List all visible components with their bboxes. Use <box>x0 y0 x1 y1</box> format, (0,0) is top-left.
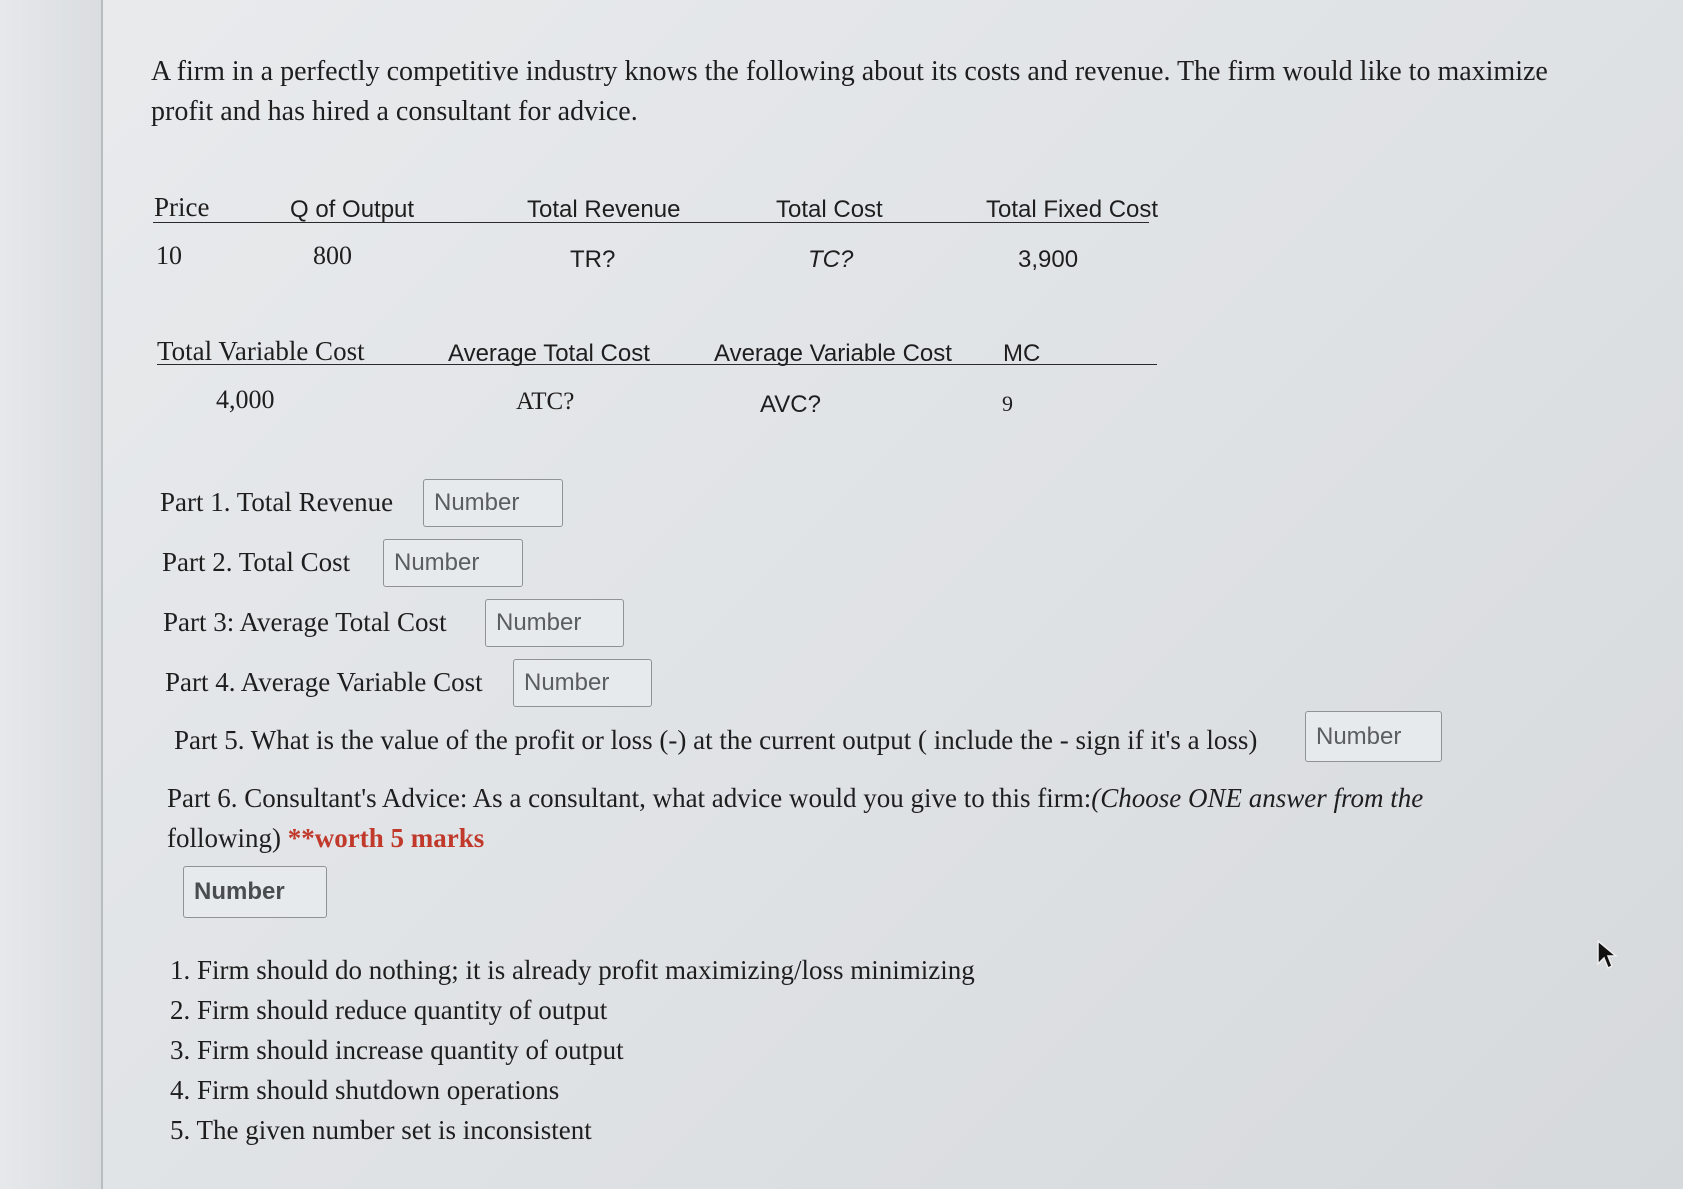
part2-label: Part 2. Total Cost <box>162 547 351 577</box>
table2-atc-value: ATC? <box>516 388 575 415</box>
left-panel-border <box>0 0 103 1189</box>
table1-header-price: Price <box>154 192 210 222</box>
table1-header-total-cost: Total Cost <box>776 196 883 223</box>
part4-average-variable-cost-input[interactable] <box>513 659 652 707</box>
table1-header-total-fixed-cost: Total Fixed Cost <box>986 196 1159 223</box>
advice-option-1: 1. Firm should do nothing; it is already profit maximizing/loss minimizing <box>170 955 975 985</box>
table1-total-revenue-value: TR? <box>570 246 616 273</box>
table2-header-total-variable-cost: Total Variable Cost <box>157 336 365 366</box>
part4-label: Part 4. Average Variable Cost <box>165 667 483 697</box>
mouse-pointer-icon <box>1596 940 1618 972</box>
part2-total-cost-input[interactable] <box>383 539 523 587</box>
table1-header-quantity: Q of Output <box>290 196 415 223</box>
table2-header-average-variable-cost: Average Variable Cost <box>714 340 952 367</box>
advice-option-5: 5. The given number set is inconsistent <box>170 1115 592 1145</box>
advice-option-4: 4. Firm should shutdown operations <box>170 1075 560 1105</box>
table1-header-total-revenue: Total Revenue <box>527 196 681 223</box>
part3-label: Part 3: Average Total Cost <box>163 607 447 637</box>
table2-total-variable-cost-value: 4,000 <box>216 385 275 414</box>
part6-label: Part 6. Consultant's Advice: As a consultant, what advice would you give to this firm: <box>167 783 1092 813</box>
table1-total-fixed-cost-value: 3,900 <box>1018 246 1079 273</box>
table2-header-average-total-cost: Average Total Cost <box>448 340 650 367</box>
advice-options-list <box>170 950 975 1150</box>
part6-advice-input[interactable] <box>183 866 327 918</box>
part5-label: Part 5. What is the value of the profit or loss (-) at the current output ( include the - sign if it's a loss) <box>174 725 1258 755</box>
part6-line2: following) <box>167 823 281 853</box>
part3-average-total-cost-input[interactable] <box>485 599 624 647</box>
part1-label: Part 1. Total Revenue <box>160 487 394 517</box>
table1-quantity-value: 800 <box>313 241 352 270</box>
advice-option-2: 2. Firm should reduce quantity of output <box>170 995 608 1025</box>
question-intro: A firm in a perfectly competitive industry knows the following about its costs and revenue. The firm would like to maximize profit and has hired a consultant for advice. <box>151 56 1548 127</box>
part1-total-revenue-input[interactable] <box>423 479 563 527</box>
table2-avc-value: AVC? <box>760 391 821 418</box>
table1-total-cost-value: TC? <box>808 246 854 273</box>
table1-price-value: 10 <box>156 241 182 270</box>
part6-instruction: (Choose ONE answer from the <box>1091 783 1424 813</box>
table2-mc-value: 9 <box>1002 391 1013 416</box>
part5-profit-loss-input[interactable] <box>1305 711 1442 762</box>
table2-header-mc: MC <box>1003 340 1041 367</box>
advice-option-3: 3. Firm should increase quantity of output <box>170 1035 624 1065</box>
part6-worth-marks: **worth 5 marks <box>287 823 485 853</box>
part6-question <box>167 778 1423 858</box>
